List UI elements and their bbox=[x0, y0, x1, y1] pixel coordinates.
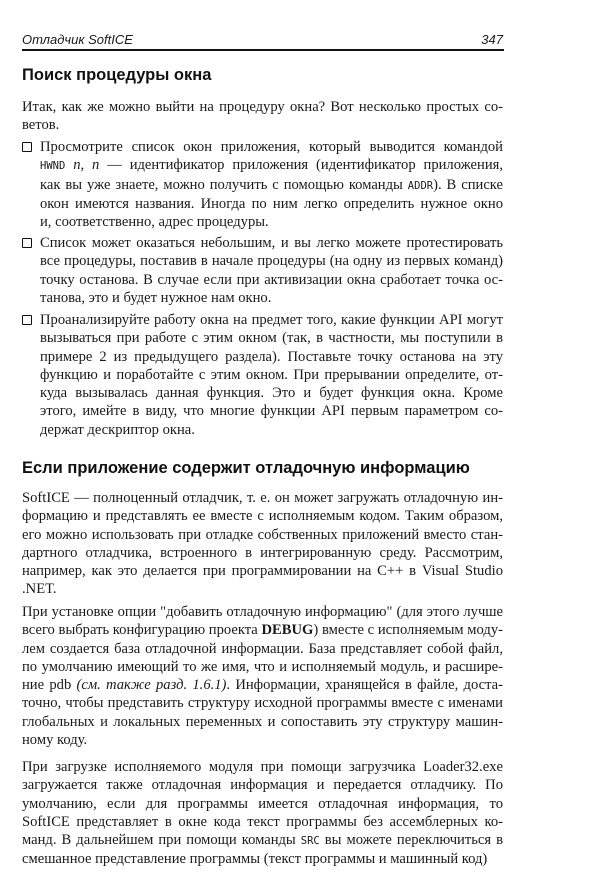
checkbox-bullet-icon bbox=[22, 142, 32, 152]
italic-text: n bbox=[92, 157, 100, 174]
text-line bbox=[40, 289, 503, 307]
checkbox-bullet-icon bbox=[22, 238, 32, 248]
text-segment: .NET. bbox=[22, 581, 57, 598]
text-segment: окон имеются названия. Иногда по ним легко определить нужное окно bbox=[40, 195, 503, 212]
body-paragraph bbox=[22, 758, 503, 869]
text-line bbox=[22, 676, 503, 694]
text-line bbox=[40, 252, 503, 270]
text-line bbox=[22, 813, 503, 831]
checkbox-bullet-icon bbox=[22, 315, 32, 325]
text-segment: как вы уже знаете, можно получить с помощью команды bbox=[40, 176, 408, 193]
text-line bbox=[22, 116, 503, 134]
text-segment: всего выбрать конфигурацию проекта bbox=[22, 622, 262, 639]
bold-text: DEBUG bbox=[261, 622, 314, 639]
text-segment: При загрузке исполняемого модуля при помощи загрузчика Loader32.exe bbox=[22, 759, 503, 775]
text-line bbox=[22, 831, 503, 850]
text-segment: например, как это делается при программировании на C++ в Visual Studio bbox=[22, 563, 503, 580]
text-segment: держат дескриптор окна. bbox=[40, 421, 195, 438]
text-segment: . Информации, хранящейся в файле, доста- bbox=[226, 677, 503, 694]
text-segment: точно, чтобы представить структуру исходной программы вместе с именами bbox=[22, 695, 503, 712]
text-line bbox=[40, 195, 503, 213]
text-segment: дартного отладчика, встроенного в интегрированную среду. Рассмотрим, bbox=[22, 544, 503, 561]
text-line bbox=[40, 176, 503, 195]
text-line bbox=[22, 658, 503, 676]
intro-paragraph bbox=[22, 98, 503, 135]
text-segment: Список может оказаться небольшим, и вы легко можете протестировать bbox=[40, 235, 503, 251]
text-line bbox=[22, 713, 503, 731]
italic-text: (см. также разд. 1.6.1) bbox=[76, 677, 227, 694]
text-segment: ) вместе с исполняемым моду- bbox=[313, 622, 504, 639]
text-segment: все процедуры, поставив в начале процедуры (на одну из первых команд) bbox=[40, 253, 503, 270]
running-header-title: Отладчик SoftICE bbox=[22, 32, 133, 47]
section-heading-debug-info: Если приложение содержит отладочную информацию bbox=[22, 459, 470, 477]
text-segment: ному коду. bbox=[22, 732, 88, 749]
text-segment bbox=[65, 157, 73, 173]
body-paragraph bbox=[22, 489, 503, 599]
text-segment: куда вызывалась данная функция. Это и будет функция окна. Кроме bbox=[40, 385, 503, 402]
inline-code: HWND bbox=[40, 160, 66, 173]
text-line bbox=[22, 795, 503, 813]
text-segment: Проанализируйте работу окна на предмет того, какие функции API могут bbox=[40, 312, 503, 328]
bullet-item bbox=[40, 234, 503, 307]
text-line bbox=[22, 544, 503, 562]
text-line bbox=[22, 562, 503, 580]
body-paragraph bbox=[22, 603, 503, 749]
text-segment: этого, имейте в виду, что многие функции API первым параметром со- bbox=[40, 403, 503, 420]
text-segment: ние pdb bbox=[22, 677, 77, 694]
text-line bbox=[22, 603, 503, 621]
text-line bbox=[22, 640, 503, 658]
text-segment: Итак, как же можно выйти на процедуру окна? Вот несколько простых со- bbox=[22, 99, 503, 115]
text-segment: смешанное представление программы (текст программы и машинный код) bbox=[22, 851, 488, 868]
italic-text: n bbox=[73, 157, 81, 174]
text-segment: манд. В дальнейшем при помощи команды bbox=[22, 832, 301, 849]
text-line bbox=[40, 311, 503, 329]
text-line bbox=[22, 850, 503, 868]
text-line bbox=[22, 776, 503, 794]
page-number: 347 bbox=[481, 32, 503, 47]
text-segment: SoftICE представляет в окне кода текст программы без ассемблерных ко- bbox=[22, 813, 503, 830]
text-line bbox=[22, 489, 503, 507]
text-segment: глобальных и локальных переменных и сопоставить эту структуру машин- bbox=[22, 713, 503, 730]
text-line bbox=[22, 694, 503, 712]
text-line bbox=[22, 731, 503, 749]
inline-code: ADDR bbox=[407, 179, 434, 192]
text-line bbox=[22, 758, 503, 776]
text-line bbox=[40, 271, 503, 289]
text-line bbox=[22, 98, 503, 116]
text-segment: точку останова. В случае если при активизации окна сработает точка ос- bbox=[40, 271, 503, 288]
text-segment: При установке опции "добавить отладочную информацию" (для этого лучше bbox=[22, 604, 503, 620]
text-segment: вызываться при работе с этим окном (так, в частности, мы поступили в bbox=[40, 330, 503, 347]
text-segment: по умолчанию имеющий то же имя, что и исполняемый модуль, и расшире- bbox=[22, 658, 503, 675]
text-line bbox=[22, 580, 503, 598]
text-segment: , bbox=[80, 157, 93, 174]
text-line bbox=[40, 156, 503, 175]
text-line bbox=[40, 384, 503, 402]
text-segment: лем создается база отладочной информации. База представляет собой файл, bbox=[22, 640, 503, 657]
running-header bbox=[22, 32, 503, 50]
text-line bbox=[40, 329, 503, 347]
text-segment: функцию и поработайте с этим окном. При прерывании определите, от- bbox=[40, 366, 503, 383]
bullet-item bbox=[40, 138, 503, 231]
text-line bbox=[40, 138, 503, 156]
text-segment: примере 2 из предыдущего раздела). Поставьте точку останова на эту bbox=[40, 348, 503, 365]
text-segment: ). В списке bbox=[433, 176, 503, 193]
text-segment: умолчанию, если для программы имеется отладочная информация, то bbox=[22, 795, 503, 812]
bullet-item bbox=[40, 311, 503, 439]
text-line bbox=[22, 621, 503, 639]
text-line bbox=[22, 526, 503, 544]
text-segment: формацию и представлять ее вместе с исполняемым кодом. Таким образом, bbox=[22, 508, 503, 525]
text-segment: загружается также отладочная информация и передается отладчику. По bbox=[22, 777, 503, 794]
text-line bbox=[40, 348, 503, 366]
text-segment: — идентификатор приложения (идентификатор приложения, bbox=[99, 157, 503, 174]
text-segment: Просмотрите список окон приложения, который выводится командой bbox=[40, 139, 503, 155]
text-line bbox=[40, 421, 503, 439]
text-segment: SoftICE — полноценный отладчик, т. е. он может загружать отладочную ин- bbox=[22, 490, 503, 506]
text-line bbox=[40, 402, 503, 420]
text-segment: и, соответственно, адрес процедуры. bbox=[40, 214, 269, 231]
header-rule bbox=[22, 49, 504, 51]
inline-code: SRC bbox=[300, 835, 320, 848]
text-line bbox=[40, 213, 503, 231]
text-segment: танова, это и будет нужное нам окно. bbox=[40, 289, 272, 306]
text-line bbox=[40, 366, 503, 384]
text-line bbox=[22, 507, 503, 525]
text-line bbox=[40, 234, 503, 252]
text-segment: его можно использовать при отладке собственных приложений вместо стан- bbox=[22, 526, 503, 543]
text-segment: вы можете переключиться в bbox=[319, 832, 504, 849]
text-segment: ветов. bbox=[22, 117, 60, 134]
section-heading-window-procedure: Поиск процедуры окна bbox=[22, 66, 212, 84]
